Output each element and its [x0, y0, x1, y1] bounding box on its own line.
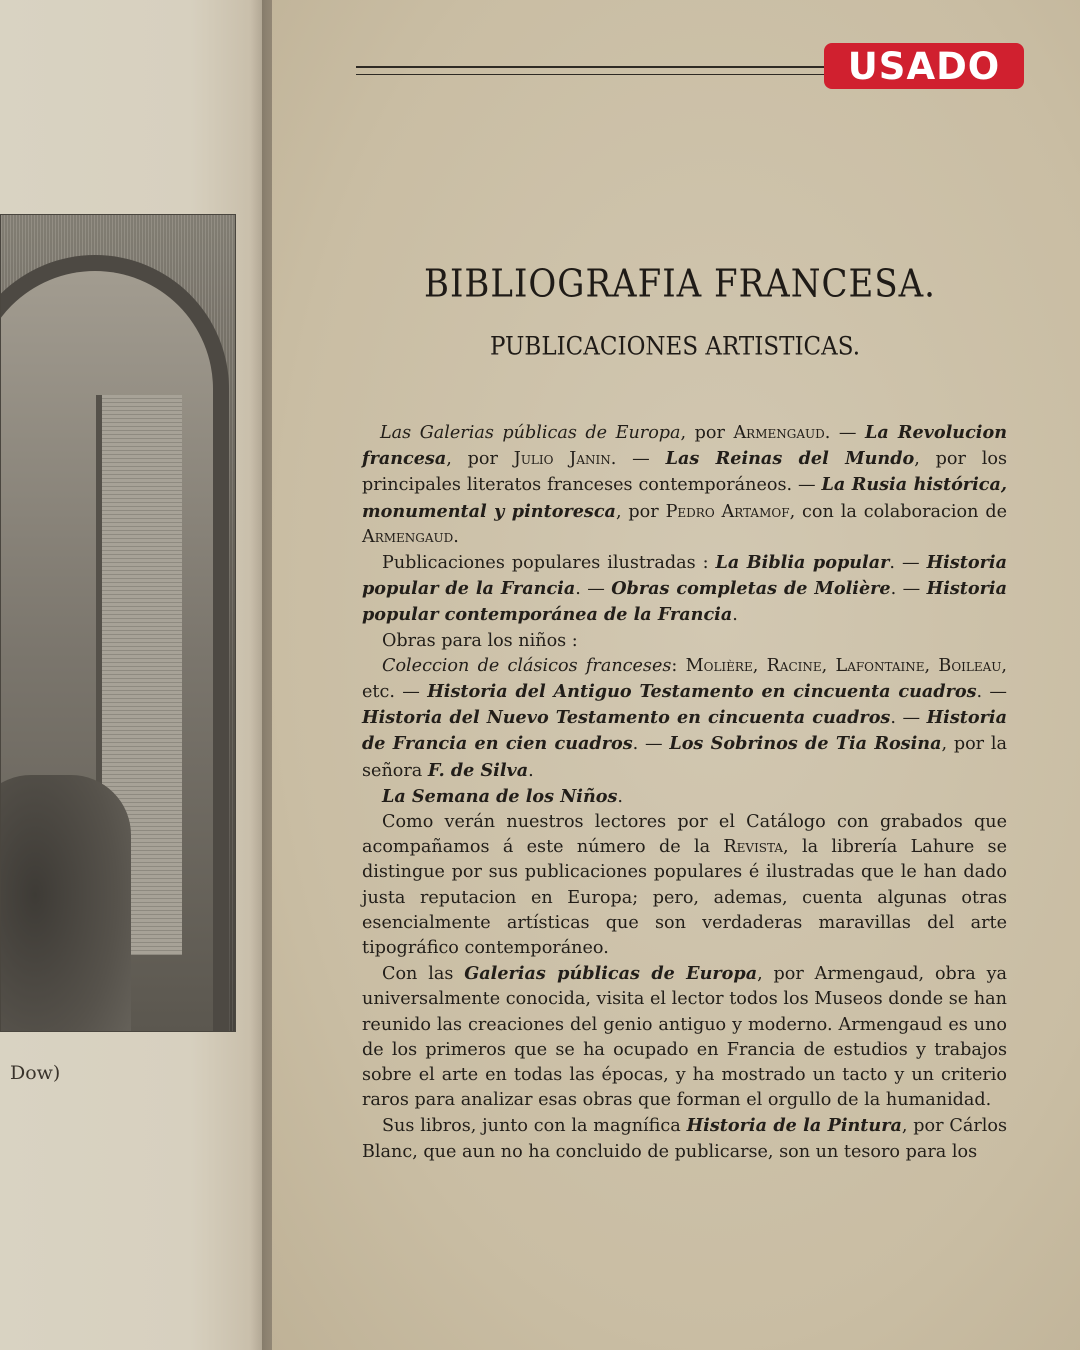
text-run: Historia popular contemporánea de la Francia — [362, 578, 1008, 626]
text-run: . — [528, 760, 534, 781]
text-run: , la librería Lahure se distingue por sus publicaciones populares é ilustradas que le han dado justa reputacion en Europa; pero, ademas, cuenta algunas otras esencialmente artísticas que son verdaderas maravillas del arte tipográfico contemporáneo. — [362, 837, 1008, 959]
text-run: Con las — [382, 964, 465, 985]
used-badge: USADO — [824, 43, 1024, 89]
engraving-illustration — [0, 214, 236, 1032]
text-run: La Semana de los Niños — [382, 785, 618, 807]
text-run: , por los principales literatos franceses contemporáneos. — — [362, 449, 1007, 496]
text-run: , por Cárlos Blanc, que aun no ha concluido de publicarse, son un tesoro para los — [362, 1116, 1007, 1162]
text-run: , por — [446, 449, 514, 470]
text-run: Las Galerias públicas de Europa — [380, 423, 681, 443]
paragraph-coleccion — [362, 654, 1007, 784]
text-run: . — — [632, 734, 670, 755]
text-run: Coleccion de clásicos franceses — [382, 655, 672, 676]
text-run: . — [617, 786, 623, 807]
page-title: BIBLIOGRAFIA FRANCESA. — [424, 261, 936, 307]
text-run: Historia de Francia en cien cuadros — [362, 707, 1007, 755]
text-run: Historia del Antiguo Testamento en cincuenta cuadros — [427, 681, 977, 703]
text-run: Sus libros, junto con la magnífica — [382, 1116, 687, 1137]
text-run: La Rusia histórica, monumental y pintoresca — [362, 474, 1007, 522]
text-run: Historia del Nuevo Testamento en cincuenta cuadros — [362, 707, 891, 729]
text-run: Julio Janin — [513, 449, 611, 470]
text-run: , por — [615, 501, 666, 522]
text-run: Galerias públicas de Europa — [464, 963, 758, 985]
text-run: Publicaciones populares ilustradas : — [382, 553, 716, 574]
text-run: Obras completas de Molière — [611, 578, 891, 600]
illustration-caption: Dow) — [10, 1062, 61, 1084]
text-run: La Biblia popular — [715, 552, 890, 574]
text-run: , con la colaboracion de — [789, 501, 1007, 522]
text-run: Revista — [723, 837, 784, 858]
paragraph-publicaciones-populares — [362, 550, 1007, 629]
text-run: . — — [610, 449, 666, 470]
text-run: , por la señora — [362, 734, 1007, 781]
text-run: . — — [575, 579, 612, 600]
paragraph-galerias — [362, 420, 1007, 550]
text-run: Los Sobrinos de Tia Rosina — [669, 733, 942, 755]
text-run: : — [671, 655, 686, 676]
text-run: , por — [680, 423, 734, 443]
text-run: . — — [890, 708, 927, 729]
text-run: . — — [889, 553, 927, 574]
paragraph-historia-pintura — [362, 1113, 1007, 1164]
text-run: , etc. — — [362, 655, 1007, 703]
text-run: . — — [824, 423, 865, 443]
text-run: . — [453, 526, 459, 547]
text-run: Pedro Artamof — [665, 501, 790, 522]
text-run: . — — [890, 579, 927, 600]
text-run: . — [732, 605, 738, 626]
text-run: Las Reinas del Mundo — [665, 448, 915, 470]
text-run: Historia popular de la Francia — [362, 552, 1007, 600]
text-run: Armengaud — [733, 423, 825, 443]
text-run: Molière, Racine, Lafontaine, Boileau — [685, 655, 1002, 676]
text-run: La Revolucion francesa — [362, 422, 1008, 470]
text-run: . — — [976, 682, 1008, 703]
text-run: F. de Silva — [427, 759, 529, 781]
body-text — [362, 420, 1007, 1165]
text-run: Historia de la Pintura — [686, 1115, 902, 1137]
left-page — [0, 0, 272, 1350]
text-run: Como verán nuestros lectores por el Catálogo con grabados que acompañamos á este número de la — [362, 812, 1007, 858]
paragraph-semana — [362, 784, 1007, 810]
paragraph-catalogo — [362, 810, 1007, 961]
text-run: , por Armengaud, obra ya universalmente conocida, visita el lector todos los Museos donde se han reunido las creaciones del genio antiguo y moderno. Armengaud es uno de los primeros que se ha ocupado en Francia de estudios y trabajos sobre el arte en todas las épocas, y ha mostrado un tacto y un criterio raros para analizar esas obras que forman el orgullo de la humanidad. — [362, 964, 1007, 1111]
text-run: Armengaud — [362, 526, 454, 547]
paragraph-armengaud — [362, 961, 1007, 1113]
engraving-figure — [0, 775, 131, 1032]
header-rule — [356, 66, 826, 75]
page-subtitle: PUBLICACIONES ARTISTICAS. — [489, 332, 861, 362]
paragraph-obras-ninos: Obras para los niños : — [382, 630, 578, 651]
